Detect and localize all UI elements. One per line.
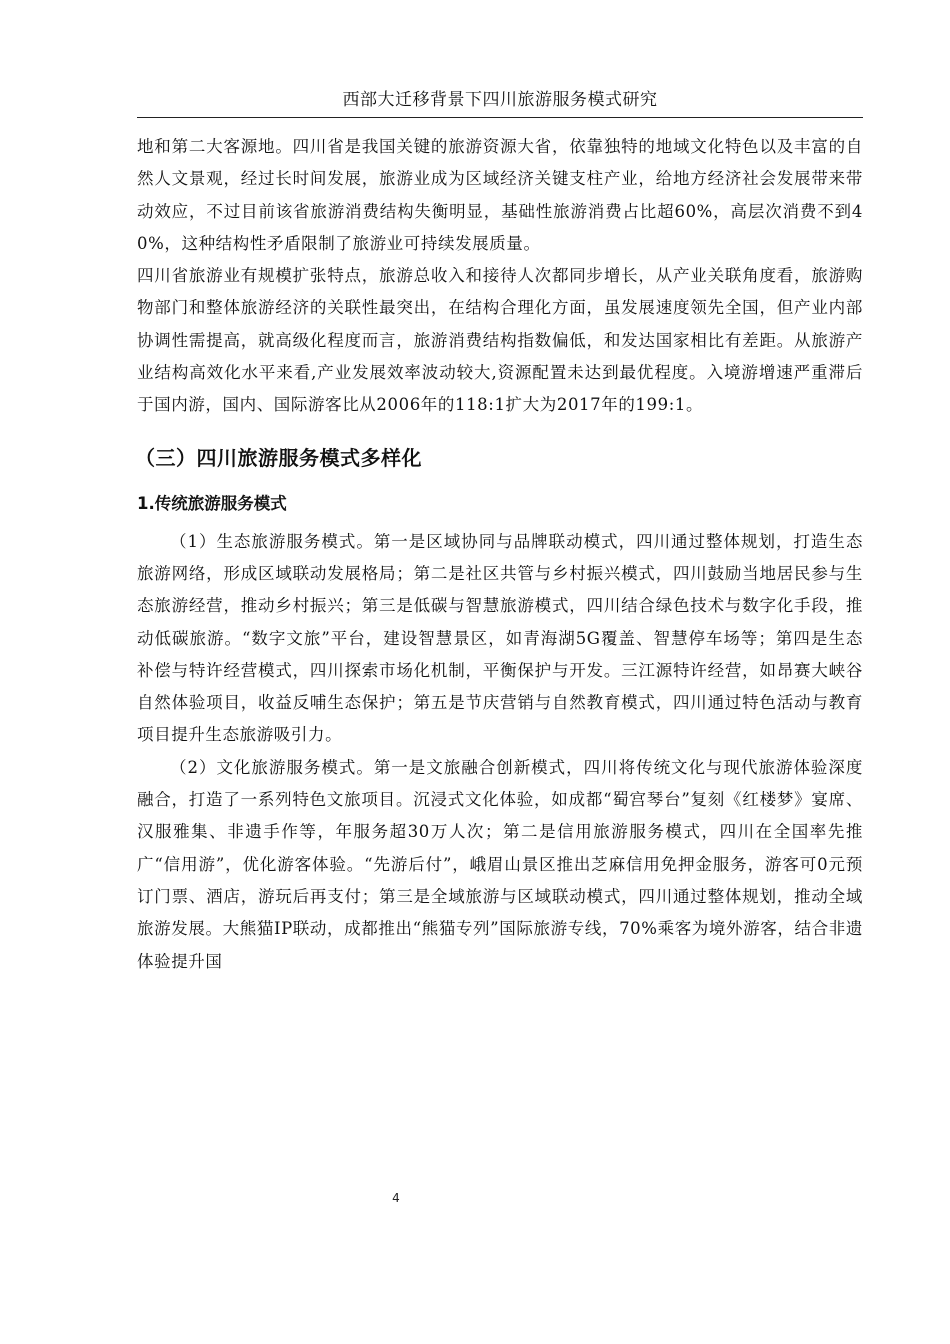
page-content — [137, 131, 863, 978]
header-divider — [137, 117, 863, 118]
sub-heading: 1.传统旅游服务模式 — [137, 493, 287, 513]
body-paragraph-2: 四川省旅游业有规模扩张特点，旅游总收入和接待人次都同步增长，从产业关联角度看，旅游购物部门和整体旅游经济的关联性最突出，在结构合理化方面，虽发展速度领先全国，但产业内部协调性需提高，就高级化程度而言，旅游消费结构指数偏低，和发达国家相比有差距。从旅游产业结构高效化水平来看,产业发展效率波动较大,资源配置未达到最优程度。入境游增速严重滞后于国内游，国内、国际游客比从2006年的118:1扩大为2017年的199:1。 — [137, 266, 863, 415]
page-number: 4 — [392, 1191, 400, 1205]
running-header-title: 西部大迁移背景下四川旅游服务模式研究 — [342, 90, 658, 110]
body-paragraph-3: （1）生态旅游服务模式。第一是区域协同与品牌联动模式，四川通过整体规划，打造生态旅游网络，形成区域联动发展格局；第二是社区共管与乡村振兴模式，四川鼓励当地居民参与生态旅游经营，推动乡村振兴；第三是低碳与智慧旅游模式，四川结合绿色技术与数字化手段，推动低碳旅游。“数字文旅”平台，建设智慧景区，如青海湖5G覆盖、智慧停车场等；第四是生态补偿与特许经营模式，四川探索市场化机制，平衡保护与开发。三江源特许经营，如昂赛大峡谷自然体验项目，收益反哺生态保护；第五是节庆营销与自然教育模式，四川通过特色活动与教育项目提升生态旅游吸引力。 — [137, 531, 863, 745]
section-heading: （三）四川旅游服务模式多样化 — [135, 445, 422, 470]
body-paragraph-4: （2）文化旅游服务模式。第一是文旅融合创新模式，四川将传统文化与现代旅游体验深度融合，打造了一系列特色文旅项目。沉浸式文化体验，如成都“蜀宫琴台”复刻《红楼梦》宴席、汉服雅集、非遗手作等，年服务超30万人次；第二是信用旅游服务模式，四川在全国率先推广“信用游”，优化游客体验。“先游后付”，峨眉山景区推出芝麻信用免押金服务，游客可0元预订门票、酒店，游玩后再支付；第三是全域旅游与区域联动模式，四川通过整体规划，推动全域旅游发展。大熊猫IP联动，成都推出“熊猫专列”国际旅游专线，70%乘客为境外游客，结合非遗体验提升国 — [137, 757, 863, 971]
body-paragraph-1: 地和第二大客源地。四川省是我国关键的旅游资源大省，依靠独特的地域文化特色以及丰富的自然人文景观，经过长时间发展，旅游业成为区域经济关键支柱产业，给地方经济社会发展带来带动效应，不过目前该省旅游消费结构失衡明显，基础性旅游消费占比超60%，高层次消费不到40%，这种结构性矛盾限制了旅游业可持续发展质量。 — [137, 137, 863, 253]
